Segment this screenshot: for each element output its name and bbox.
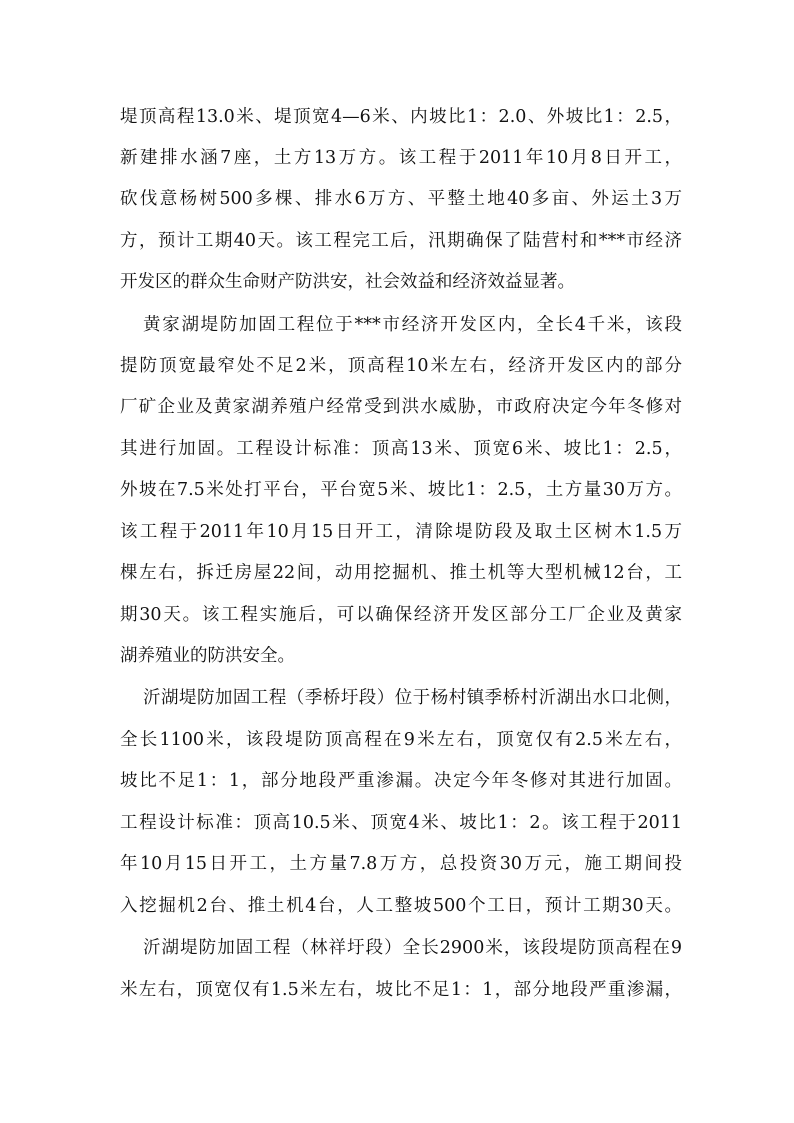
text-line: 堤顶高程13.0米、堤顶宽4—6米、内坡比1：2.0、外坡比1：2.5，: [120, 107, 682, 127]
text-line: 米左右，顶宽仅有1.5米左右，坡比不足1：1，部分地段严重渗漏，: [120, 980, 682, 1000]
text-line: 湖养殖业的防洪安全。: [120, 646, 295, 666]
text-line: 提防顶宽最窄处不足2米，顶高程10米左右，经济开发区内的部分: [120, 356, 682, 376]
text-line: 坡比不足1：1，部分地段严重渗漏。决定今年冬修对其进行加固。: [120, 771, 682, 791]
text-line: 厂矿企业及黄家湖养殖户经常受到洪水威胁，市政府决定今年冬修对: [120, 397, 682, 417]
text-line: 外坡在7.5米处打平台，平台宽5米、坡比1：2.5，土方量30万方。: [120, 480, 682, 500]
paragraph-first-line: 黄家湖堤防加固工程位于***市经济开发区内，全长4千米，该段: [143, 315, 682, 335]
text-line: 入挖掘机2台、推土机4台，人工整坡500个工日，预计工期30天。: [120, 896, 682, 916]
text-line: 其进行加固。工程设计标准：顶高13米、顶宽6米、坡比1：2.5，: [120, 439, 682, 459]
paragraph-first-line: 沂湖堤防加固工程（林祥圩段）全长2900米，该段堤防顶高程在9: [143, 938, 682, 958]
text-line: 开发区的群众生命财产防洪安，社会效益和经济效益显著。: [120, 272, 575, 292]
text-line: 全长1100米，该段堤防顶高程在9米左右，顶宽仅有2.5米左右，: [120, 730, 682, 750]
text-line: 砍伐意杨树500多棵、排水6万方、平整土地40多亩、外运土3万: [120, 189, 682, 209]
text-line: 方，预计工期40天。该工程完工后，汛期确保了陆营村和***市经济: [120, 231, 682, 251]
text-line: 棵左右，拆迁房屋22间，动用挖掘机、推土机等大型机械12台，工: [120, 563, 682, 583]
text-line: 年10月15日开工，土方量7.8万方，总投资30万元，施工期间投: [120, 854, 682, 874]
text-line: 工程设计标准：顶高10.5米、顶宽4米、坡比1：2。该工程于2011: [120, 813, 682, 833]
text-line: 新建排水涵7座，土方13万方。该工程于2011年10月8日开工，: [120, 148, 682, 168]
paragraph-first-line: 沂湖堤防加固工程（季桥圩段）位于杨村镇季桥村沂湖出水口北侧，: [143, 688, 682, 708]
text-line: 该工程于2011年10月15日开工，清除堤防段及取土区树木1.5万: [120, 522, 682, 542]
text-line: 期30天。该工程实施后，可以确保经济开发区部分工厂企业及黄家: [120, 605, 682, 625]
